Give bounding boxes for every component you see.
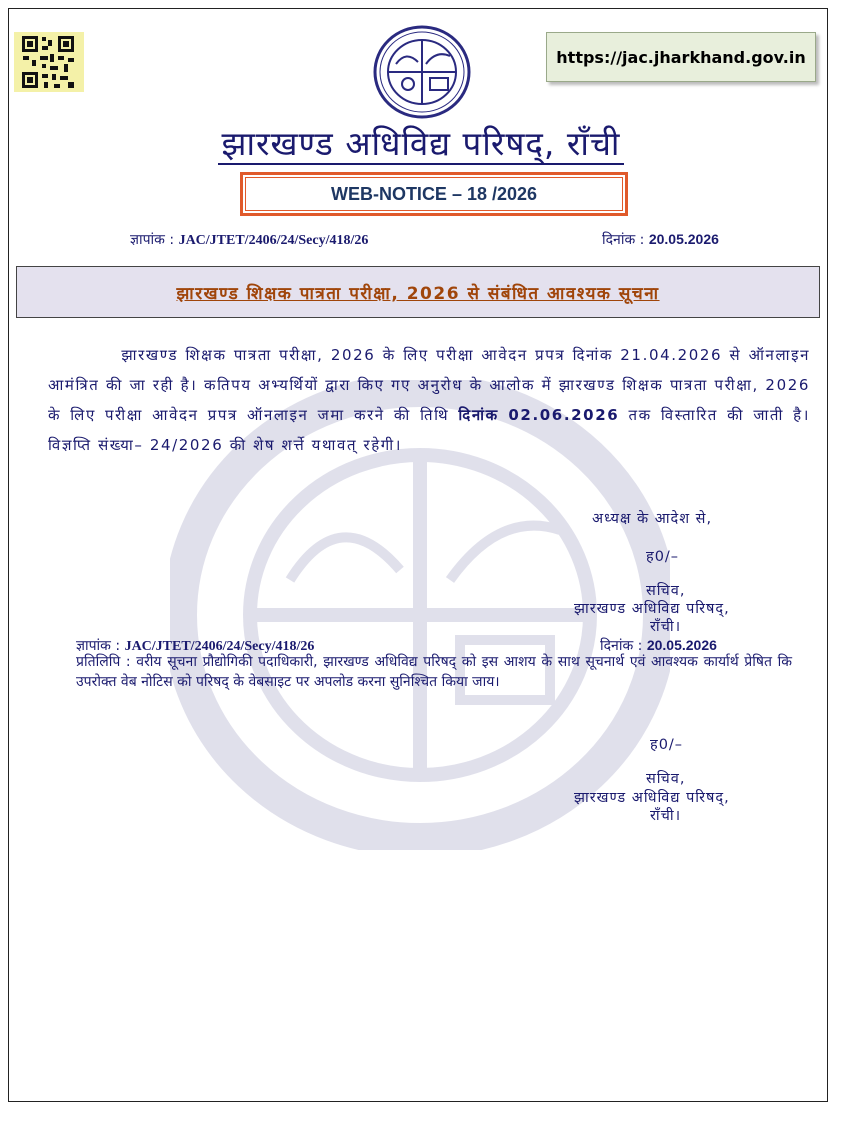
body-highlight-date: दिनांक 02.06.2026 bbox=[458, 406, 620, 424]
copy-reference-value: JAC/JTET/2406/24/Secy/418/26 bbox=[124, 639, 315, 654]
reference-value: JAC/JTET/2406/24/Secy/418/26 bbox=[178, 233, 369, 248]
website-box bbox=[546, 32, 816, 82]
qr-code bbox=[14, 32, 84, 92]
copy-reference-date-value: 20.05.2026 bbox=[646, 637, 717, 653]
notice-body bbox=[48, 340, 817, 460]
signature2-city: राँची। bbox=[650, 808, 682, 824]
signature2-designation: सचिव, bbox=[646, 771, 686, 787]
signature1-designation: सचिव, bbox=[646, 583, 686, 599]
reference-date-label: दिनांक : bbox=[602, 232, 645, 248]
web-notice-inner bbox=[245, 177, 623, 211]
reference-date bbox=[602, 230, 719, 249]
subject-box bbox=[16, 266, 820, 318]
copy-text: प्रतिलिपि : वरीय सूचना प्रौद्योगिकी पदाधिकारी, झारखण्ड अधिविद्य परिषद् को इस आशय के साथ सूचनार्थ एवं आवश्यक कार्यार्थ प्रेषित कि उपरोक्त वेब नोटिस को परिषद् के वेबसाइट पर अपलोड करना सुनिश्चित किया जाय। bbox=[76, 654, 792, 690]
body-part2: तक विस्तारित की जाती है। विज्ञप्ति संख्या– 24/2026 की शेष शर्त्ते यथावत् रहेगी। bbox=[48, 406, 810, 454]
subject-heading: झारखण्ड शिक्षक पात्रता परीक्षा, 2026 से संबंधित आवश्यक सूचना bbox=[176, 283, 660, 304]
web-notice-box bbox=[240, 172, 628, 216]
title-text: झारखण्ड अधिविद्य परिषद्, राँची bbox=[218, 124, 625, 165]
copy-reference-label: ज्ञापांक : bbox=[76, 638, 121, 654]
signature1-order: अध्यक्ष के आदेश से, bbox=[592, 511, 713, 527]
signature2-signed: ह0/– bbox=[650, 737, 684, 753]
signature1-org: झारखण्ड अधिविद्य परिषद्, bbox=[574, 601, 730, 617]
reference-date-value: 20.05.2026 bbox=[648, 231, 719, 247]
signature2-org: झारखण्ड अधिविद्य परिषद्, bbox=[574, 790, 730, 806]
web-notice-label: WEB-NOTICE – 18 /2026 bbox=[330, 183, 538, 204]
signature1-signed: ह0/– bbox=[646, 549, 680, 565]
organization-title bbox=[0, 120, 842, 165]
website-url[interactable]: https://jac.jharkhand.gov.in bbox=[556, 47, 806, 67]
reference-label: ज्ञापांक : bbox=[130, 232, 175, 248]
body-part1: झारखण्ड शिक्षक पात्रता परीक्षा, 2026 के लिए परीक्षा आवेदन प्रपत्र दिनांक 21.04.2026 से ऑनलाइन आमंत्रित की जा रही है। कतिपय अभ्यर्थियों द्वारा किए गए अनुरोध के आलोक में झारखण्ड शिक्षक पात्रता परीक्षा, 2026 के लिए परीक्षा आवेदन प्रपत्र ऑनलाइन जमा करने की तिथि bbox=[48, 346, 817, 424]
signature1-city: राँची। bbox=[650, 619, 682, 635]
jac-emblem-logo bbox=[372, 24, 472, 124]
reference-number bbox=[130, 230, 368, 249]
copy-reference-date-label: दिनांक : bbox=[600, 638, 643, 654]
